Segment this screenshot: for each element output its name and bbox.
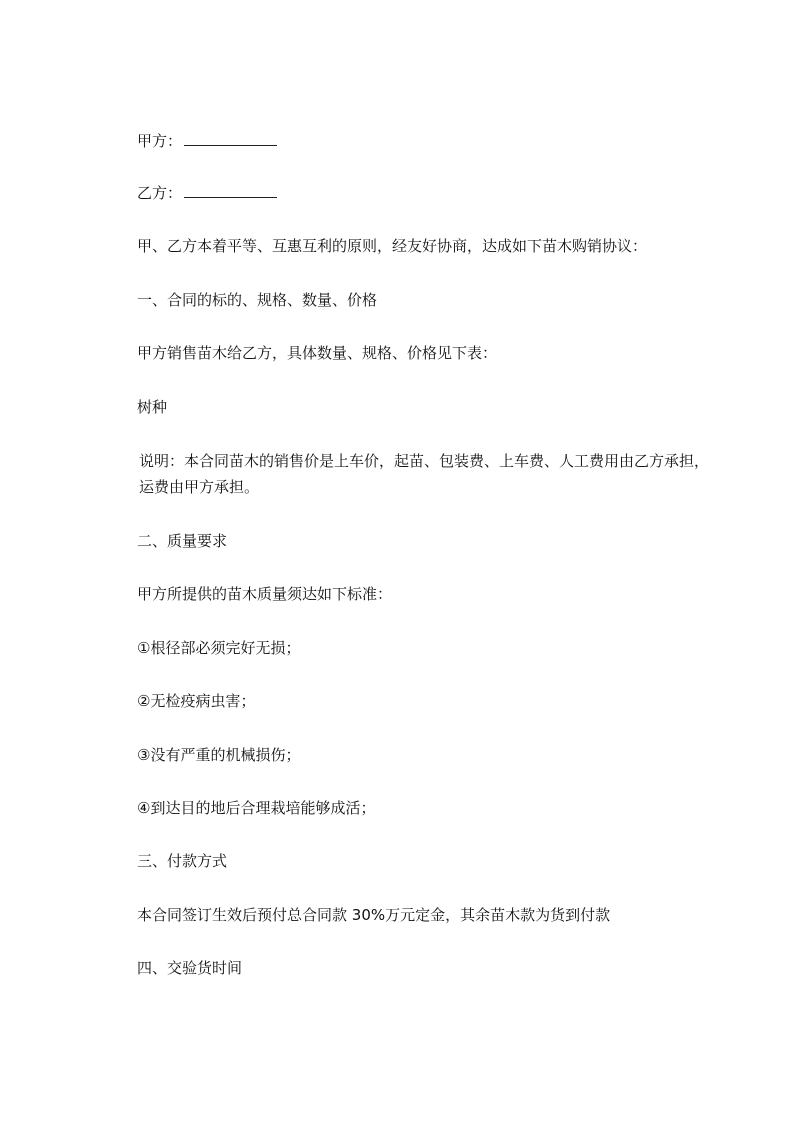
- standard-item-3: ③没有严重的机械损伤；: [137, 746, 301, 764]
- party-a-blank: [184, 131, 277, 146]
- party-b-label: 乙方：: [137, 184, 183, 202]
- section3-title: 三、付款方式: [137, 852, 228, 870]
- table-header-species: 树种: [137, 398, 168, 416]
- standard-item-1: ①根径部必须完好无损；: [137, 639, 301, 657]
- intro-text: 甲、乙方本着平等、互惠互利的原则，经友好协商，达成如下苗木购销协议：: [137, 237, 648, 255]
- standard-item-2: ②无检疫病虫害；: [137, 692, 256, 710]
- party-b-line: [137, 180, 717, 206]
- note-text: 说明：本合同苗木的销售价是上车价，起苗、包装费、上车费、人工费用由乙方承担，运费由甲方承担。: [139, 452, 710, 496]
- standard-item-4: ④到达目的地后合理栽培能够成活；: [137, 799, 376, 817]
- section1-title: 一、合同的标的、规格、数量、价格: [137, 291, 378, 309]
- section1-text: 甲方销售苗木给乙方，具体数量、规格、价格见下表：: [137, 344, 498, 362]
- party-a-line: [137, 128, 717, 154]
- party-a-label: 甲方：: [137, 132, 183, 150]
- section4-title: 四、交验货时间: [137, 959, 243, 977]
- section3-text: 本合同签订生效后预付总合同款 30%万元定金，其余苗木款为货到付款: [137, 906, 611, 924]
- section2-text: 甲方所提供的苗木质量须达如下标准：: [137, 585, 393, 603]
- party-b-blank: [184, 183, 277, 198]
- section2-title: 二、质量要求: [137, 532, 228, 550]
